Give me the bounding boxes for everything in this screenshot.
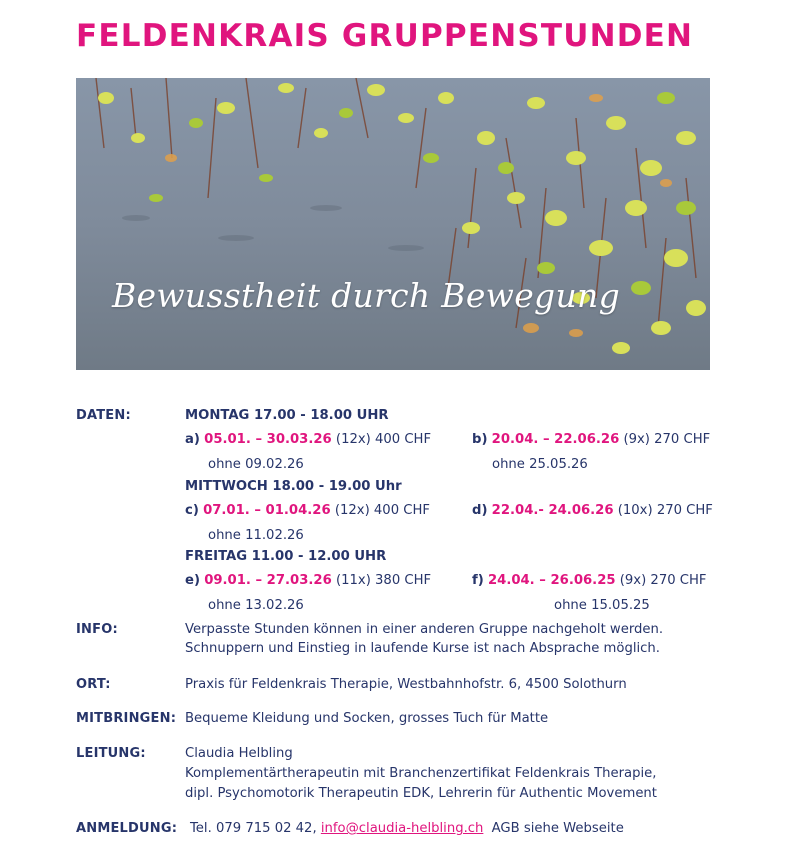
info-line-1: Verpasste Stunden können in einer anderen Gruppe nachgeholt werden. <box>185 622 664 637</box>
ort-label: ORT: <box>76 677 111 692</box>
course-dates: 20.04. – 22.06.26 <box>491 432 620 447</box>
course-letter: e) <box>185 573 200 588</box>
mitbringen-label: MITBRINGEN: <box>76 711 177 726</box>
email-link[interactable]: info@claudia-helbling.ch <box>320 821 484 836</box>
course-b-exclusion: ohne 25.05.26 <box>492 457 588 472</box>
course-letter: d) <box>472 503 488 518</box>
course-e <box>185 572 431 589</box>
course-dates: 22.04.- 24.06.26 <box>491 503 614 518</box>
course-details: (9x) 270 CHF <box>619 573 707 588</box>
water-clover-photo <box>76 78 710 370</box>
hero-image <box>76 78 710 370</box>
course-letter: f) <box>472 573 484 588</box>
course-c <box>185 502 430 519</box>
ort-text: Praxis für Feldenkrais Therapie, Westbahnhofstr. 6, 4500 Solothurn <box>185 677 627 692</box>
course-details: (10x) 270 CHF <box>617 503 713 518</box>
course-details: (12x) 400 CHF <box>334 503 430 518</box>
course-dates: 09.01. – 27.03.26 <box>204 573 332 588</box>
hero-slogan: Bewusstheit durch Bewegung <box>112 276 620 315</box>
leitung-name: Claudia Helbling <box>185 746 293 761</box>
course-dates: 05.01. – 30.03.26 <box>204 432 332 447</box>
group-heading-mittwoch: MITTWOCH 18.00 - 19.00 Uhr <box>185 479 402 494</box>
course-a-exclusion: ohne 09.02.26 <box>208 457 304 472</box>
leitung-label: LEITUNG: <box>76 746 146 761</box>
course-letter: c) <box>185 503 199 518</box>
course-d <box>472 502 713 519</box>
course-dates: 24.04. – 26.06.25 <box>487 573 616 588</box>
course-details: (11x) 380 CHF <box>335 573 432 588</box>
course-dates: 07.01. – 01.04.26 <box>203 503 331 518</box>
leitung-line-2: Komplementärtherapeutin mit Branchenzertifikat Feldenkrais Therapie, <box>185 766 657 781</box>
course-b <box>472 431 710 448</box>
info-line-2: Schnuppern und Einstieg in laufende Kurse ist nach Absprache möglich. <box>185 641 660 656</box>
daten-label: DATEN: <box>76 408 131 423</box>
course-details: (9x) 270 CHF <box>623 432 711 447</box>
page-title: FELDENKRAIS GRUPPENSTUNDEN <box>76 18 694 54</box>
mitbringen-text: Bequeme Kleidung und Socken, grosses Tuch für Matte <box>185 711 549 726</box>
agb-note: AGB siehe Webseite <box>491 821 624 836</box>
group-heading-freitag: FREITAG 11.00 - 12.00 UHR <box>185 549 387 564</box>
info-label: INFO: <box>76 622 118 637</box>
anmeldung-contact <box>190 820 624 837</box>
course-e-exclusion: ohne 13.02.26 <box>208 598 304 613</box>
group-heading-montag: MONTAG 17.00 - 18.00 UHR <box>185 408 389 423</box>
course-details: (12x) 400 CHF <box>335 432 432 447</box>
anmeldung-label: ANMELDUNG: <box>76 821 178 836</box>
course-f-exclusion: ohne 15.05.25 <box>554 598 650 613</box>
course-letter: a) <box>185 432 200 447</box>
course-letter: b) <box>472 432 488 447</box>
leitung-line-3: dipl. Psychomotorik Therapeutin EDK, Lehrerin für Authentic Movement <box>185 786 657 801</box>
course-f <box>472 572 707 589</box>
anmeldung-phone: Tel. 079 715 02 42, <box>190 821 317 836</box>
course-c-exclusion: ohne 11.02.26 <box>208 528 304 543</box>
course-a <box>185 431 431 448</box>
